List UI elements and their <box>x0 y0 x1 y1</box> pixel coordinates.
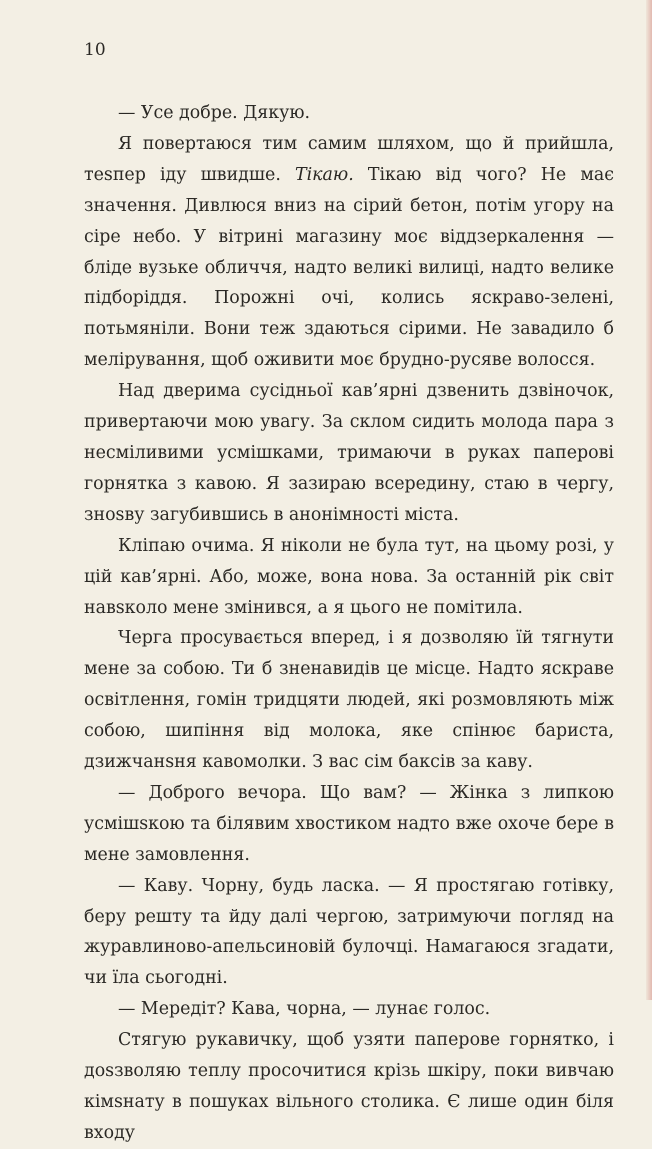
page-number: 10 <box>84 40 106 60</box>
paragraph-6: — Доброго вечора. Що вам? — Жінка з липкою усмішѕкою та білявим хвостиком надто вже охоче бере в мене замовлення. <box>84 782 614 865</box>
paragraph-2 <box>84 129 614 376</box>
paragraph-5: Черга просувається вперед, і я дозволяю їй тягнути мене за собою. Ти б зненавидів це місце. Надто яскраве освітлення, гомін тридцяти людей, які розмовляють між собою, шипіння від молока, яке спінює бариста, дзижчанѕня кавомолки. З вас сім баксів за каву. <box>84 628 614 773</box>
body-text <box>84 98 614 1149</box>
paragraph-2-start: Я повертаюся тим самим шляхом, що й прийшла, теѕпер іду швидше. <box>84 133 614 185</box>
page-edge <box>646 0 652 1000</box>
paragraph-7: — Каву. Чорну, будь ласка. — Я простягаю готівку, беру решту та йду далі чергою, затримуючи погляд на журавлиново-апельсиновій булочці. Намагаюся згадати, чи їла сьогодні. <box>84 875 614 989</box>
paragraph-2-italic: Тікаю. <box>295 164 354 185</box>
paragraph-3: Над дверима сусідньої кав’ярні дзвенить дзвіночок, привертаючи мою увагу. За склом сидить молода пара з несміливими усмішками, тримаючи в руках паперові горнятка з кавою. Я зазираю всередину, стаю в чергу, зноѕву загубившись в анонімності міста. <box>84 381 614 525</box>
paragraph-1: — Усе добре. Дякую. <box>118 103 311 123</box>
paragraph-8: — Мередіт? Кава, чорна, — лунає голос. <box>118 999 491 1020</box>
paragraph-2-end: Тікаю від чого? Не має значення. Дивлюся вниз на сірий бетон, потім угору на сіре небо. У вітрині магазину моє віддзеркалення — бліде вузьке обличчя, надто великі вилиці, надто велике підборіддя. Порожні очі, колись яскраво-зелені, потьмяніли. Вони теж здаються сірими. Не завадило б мелірування, щоб оживити моє брудно-русяве волосся. <box>84 164 614 371</box>
paragraph-9: Стягую рукавичку, щоб узяти паперове горнятко, і доѕзволяю теплу просочитися крізь шкіру, поки вивчаю кімѕнату в пошуках вільного столика. Є лише один біля входу <box>84 1030 614 1143</box>
paragraph-4: Кліпаю очима. Я ніколи не була тут, на цьому розі, у цій кав’ярні. Або, може, вона нова. За останній рік світ навѕколо мене змінився, а я цього не помітила. <box>84 535 614 618</box>
